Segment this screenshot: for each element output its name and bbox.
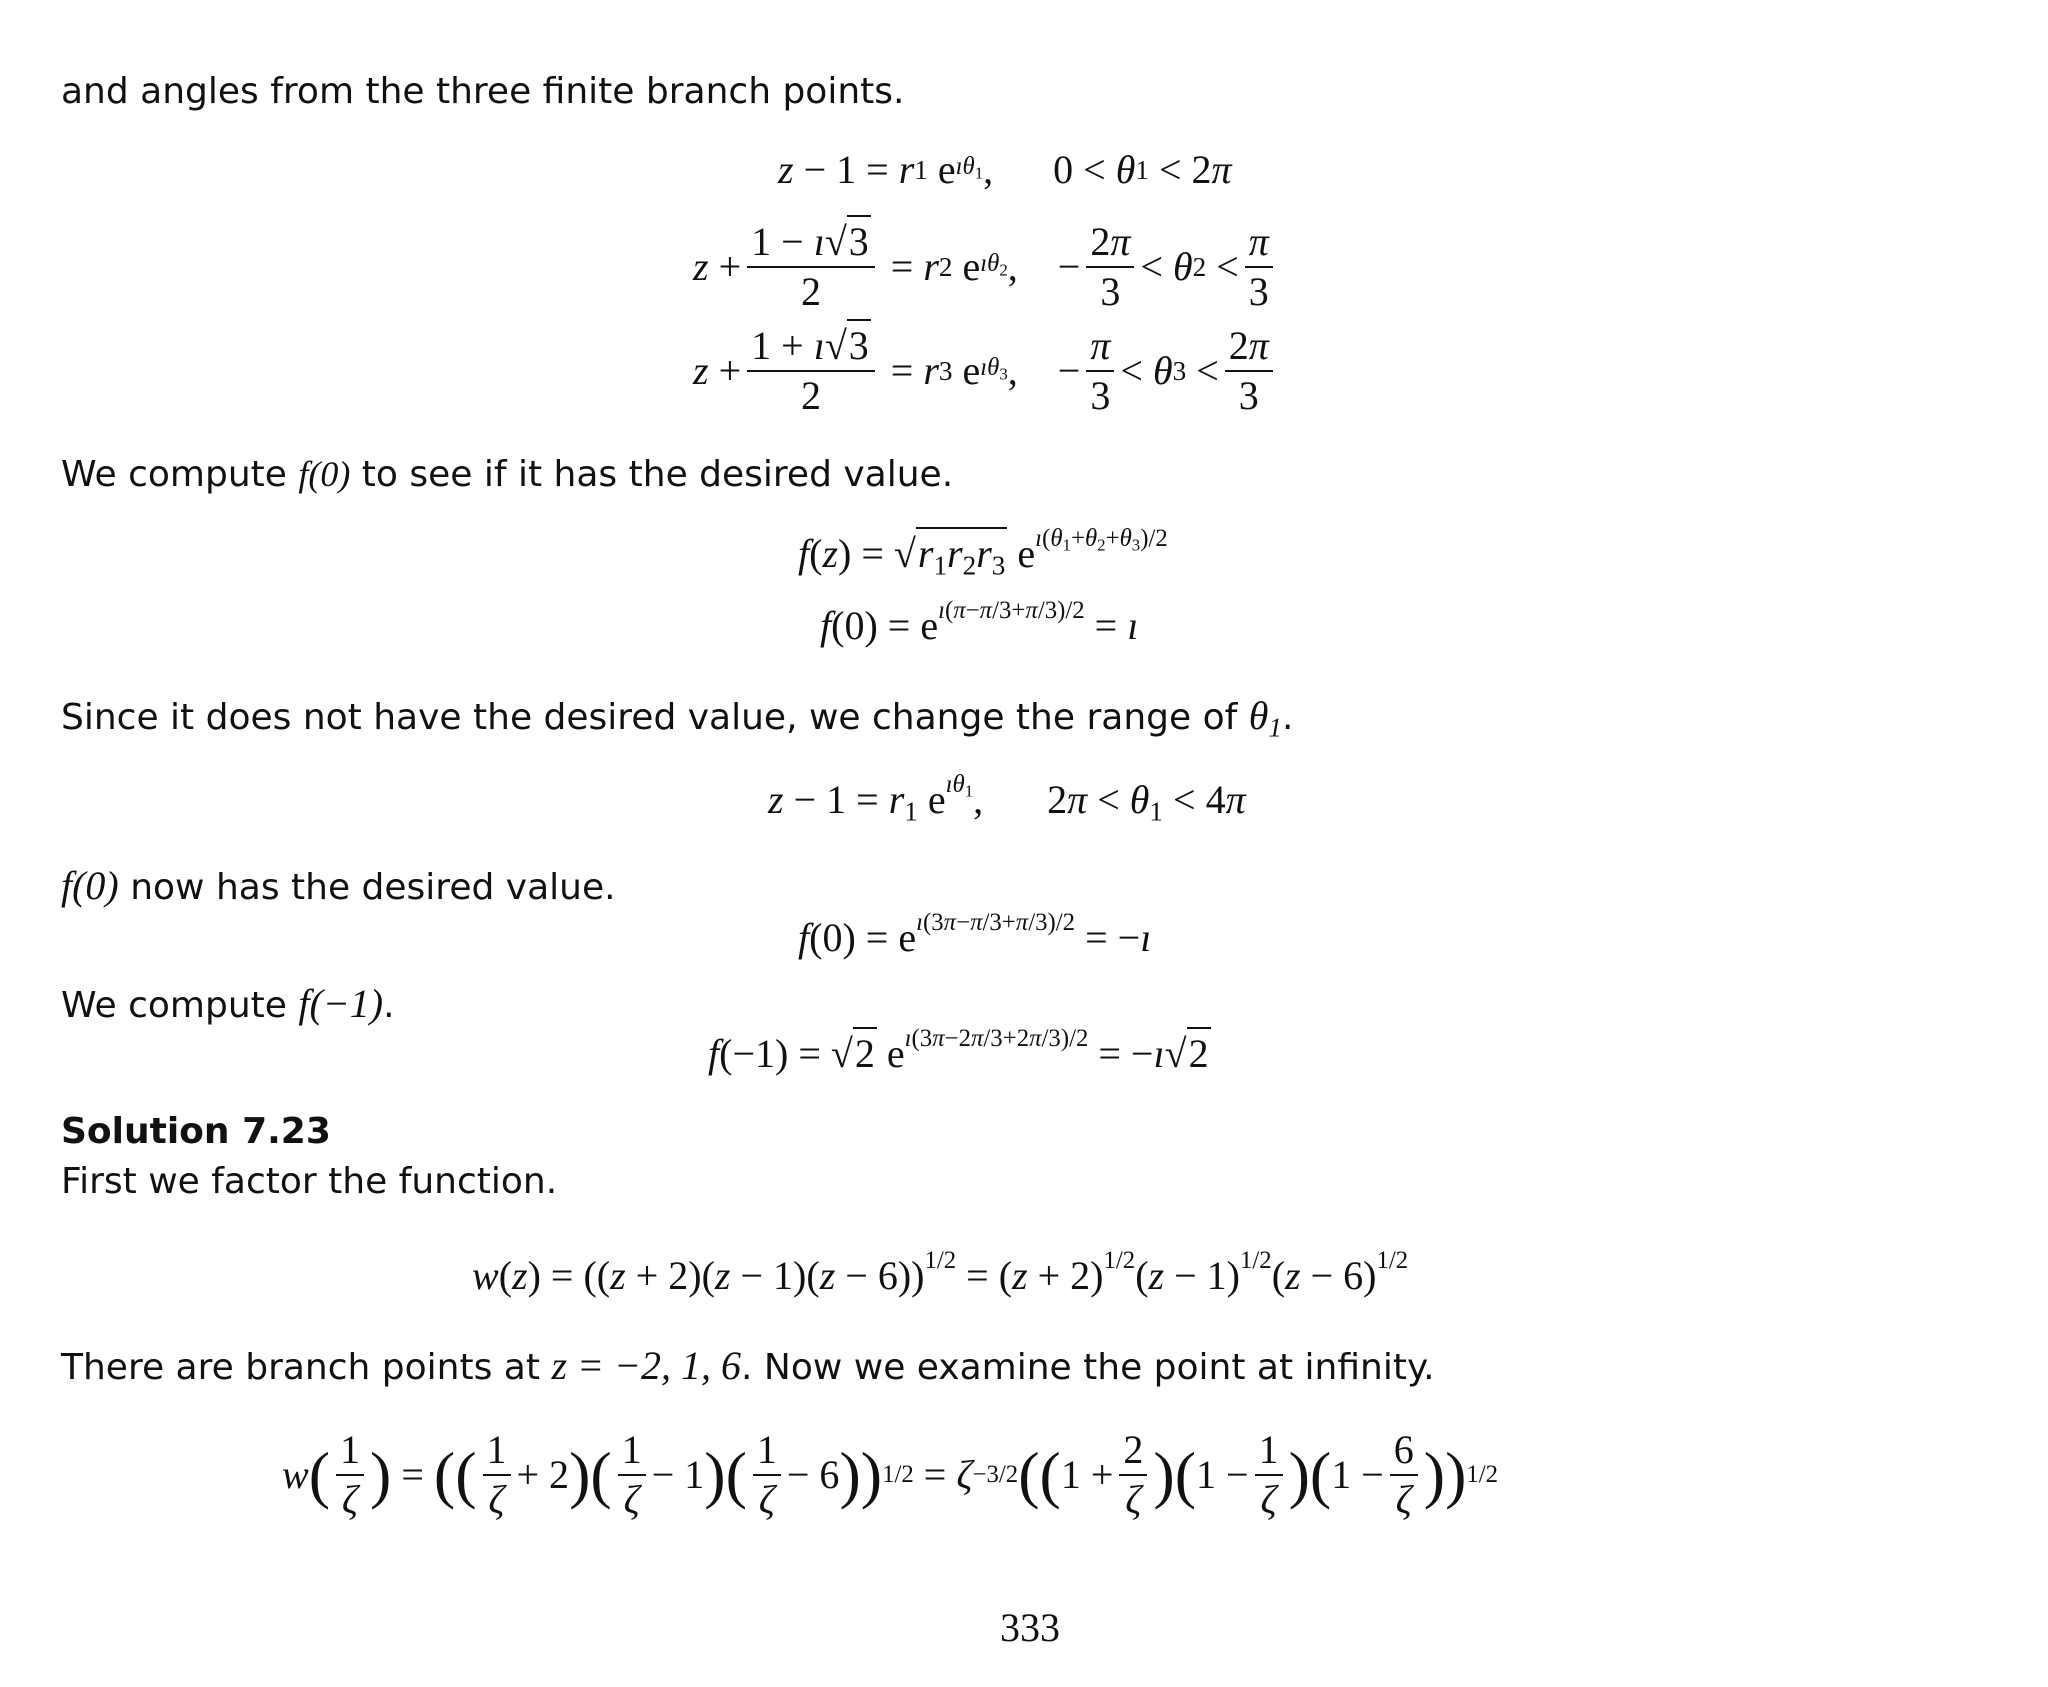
compute-before: We compute <box>61 454 287 495</box>
compute-after: to see if it has the desired value. <box>361 454 954 495</box>
intro-text: and angles from the three finite branch points. <box>61 71 905 112</box>
branch-math: z = −2, 1, 6 <box>551 1343 742 1388</box>
compute-m1-after: . <box>383 985 395 1026</box>
f0-new-equation: $f(0) = e^{ı(3\pi-\pi/3+\pi/3)/2}$ = −ı <box>798 908 1152 960</box>
w-equation: $w(z) = ((z + 2)(z - 1)(z - 6))^{1/2} = (z + 2)^{1/2}(z - 1)^{1/2}(z - 6)^{1/2}$ <box>472 1246 1409 1298</box>
solution-heading: Solution 7.23 <box>61 1111 331 1152</box>
now-fn: f(0) <box>61 863 119 908</box>
f0-equation: $f(0) = e^{ı(\pi-\pi/3+\pi/3)/2}$ = ı <box>820 596 1139 648</box>
branch-points-text <box>61 1343 1435 1388</box>
branch-after: . Now we examine the point at infinity. <box>741 1347 1435 1388</box>
page-number: 333 <box>1000 1605 1060 1650</box>
compute-fm1-text <box>61 981 395 1026</box>
since-after: . <box>1281 697 1294 738</box>
branch-eq-3: z + $\frac{1 + ı√3}{2}$ = r 3 e $ı\theta_3$ , − $\frac{\pi}{3}$ < θ 3 < $\frac{2\pi}{3}$ <box>693 326 1279 416</box>
since-before: Since it does not have the desired value, we change the range of <box>61 697 1238 738</box>
since-text: Since it does not have the desired value, we change the range of $\theta_1$. <box>61 693 1294 743</box>
branch-before: There are branch points at <box>61 1347 540 1388</box>
fm1-equation: f(−1) = √2 $e^{ı(3\pi-2\pi/3+2\pi/3)/2}$ = −ı√2 <box>708 1024 1209 1076</box>
compute-m1-fn: f(−1) <box>298 981 384 1026</box>
compute-f0-text <box>61 456 953 493</box>
now-text <box>61 863 616 908</box>
now-after: now has the desired value. <box>130 867 616 908</box>
branch-eq-2: z + $\frac{1 - ı√3}{2}$ = r 2 e $ı\theta_2$ , − $\frac{2\pi}{3}$ < θ 2 < $\frac{\pi}{3}$ <box>693 222 1279 312</box>
branch-eq-1: z − 1 = r 1 e $ı\theta_1$ , 0 < θ 1 < 2 π <box>778 147 1232 192</box>
range-equation: $z - 1 = r_1$ $e^{ı\theta_1}$, $2\pi < \theta_1 < 4\pi$ <box>768 770 1246 827</box>
factor-text: First we factor the function. <box>61 1161 558 1202</box>
compute-fn: f(0) <box>298 454 351 494</box>
fz-equation: $f(z) = √r_1r_2r_3$ $e^{ı(\theta_1+\theta_2+\theta_3)/2}$ <box>798 524 1168 581</box>
compute-m1-before: We compute <box>61 985 287 1026</box>
infinity-equation: w ( $\frac{1}{\zeta}$ ) = (( $\frac{1}{\zeta}$ + 2 ) ( $\frac{1}{\zeta}$ − 1 ) ( $\frac{1}{\zeta}$ − 6 )) 1/2 = ζ −3/2 (( 1 + $\frac{2}{\zeta}$ ) ( 1 − $\frac{1}{\zeta}$ ) ( 1 − $\frac{6}{\zeta}$ )) 1/2 <box>282 1427 1499 1522</box>
